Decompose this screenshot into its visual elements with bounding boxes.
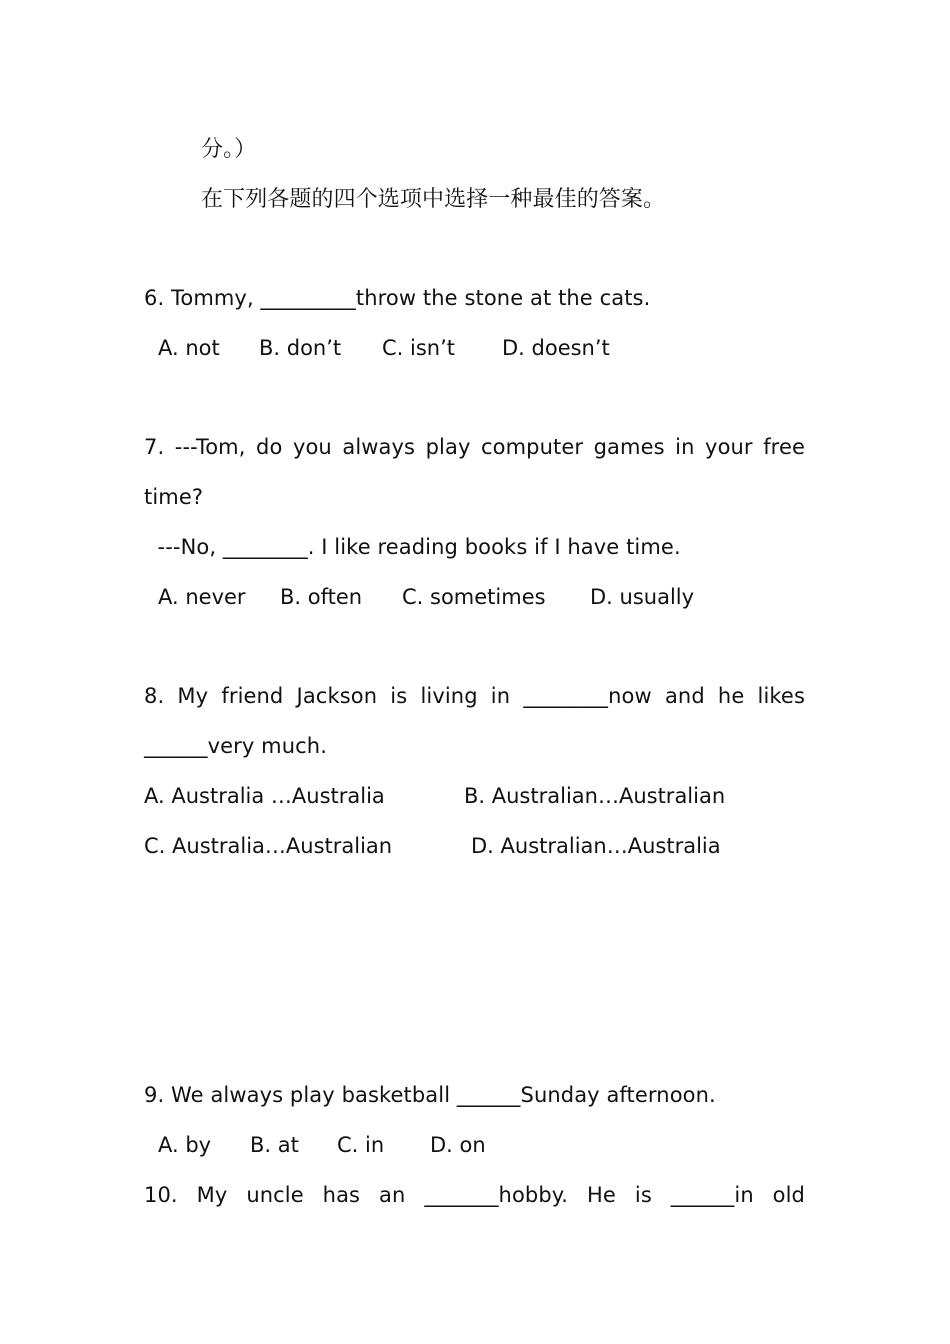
section-instruction: 在下列各题的四个选项中选择一种最佳的答案。 — [201, 187, 666, 212]
option-c: C. in — [337, 1133, 385, 1157]
option-c: C. sometimes — [402, 585, 546, 609]
option-a: A. Australia …Australia — [144, 784, 385, 808]
option-d: D. on — [430, 1133, 486, 1157]
option-a: A. by — [158, 1133, 212, 1157]
question-stem: 8. My friend Jackson is living in ________now and he likes — [144, 684, 805, 708]
option-d: D. doesn’t — [502, 336, 610, 360]
option-d: D. usually — [590, 585, 695, 609]
question-stem: 6. Tommy, _________throw the stone at the cats. — [144, 286, 651, 310]
question-dialogue-reply: ---No, ________. I like reading books if I have time. — [144, 535, 681, 559]
option-c: C. isn’t — [382, 336, 456, 360]
question-stem: 7. ---Tom, do you always play computer games in your free — [144, 435, 805, 459]
option-b: B. often — [280, 585, 363, 609]
question-stem-continued: ______very much. — [144, 734, 327, 758]
question-stem: 10. My uncle has an _______hobby. He is ______in old — [144, 1183, 805, 1207]
option-b: B. don’t — [259, 336, 342, 360]
option-c: C. Australia…Australian — [144, 834, 393, 858]
option-d: D. Australian…Australia — [471, 834, 721, 858]
question-stem: 9. We always play basketball ______Sunday afternoon. — [144, 1083, 716, 1107]
option-b: B. Australian…Australian — [464, 784, 726, 808]
option-a: A. not — [158, 336, 220, 360]
option-a: A. never — [158, 585, 246, 609]
section-instruction-tail: 分。） — [201, 137, 257, 162]
option-b: B. at — [250, 1133, 299, 1157]
question-stem-continued: time? — [144, 485, 204, 509]
